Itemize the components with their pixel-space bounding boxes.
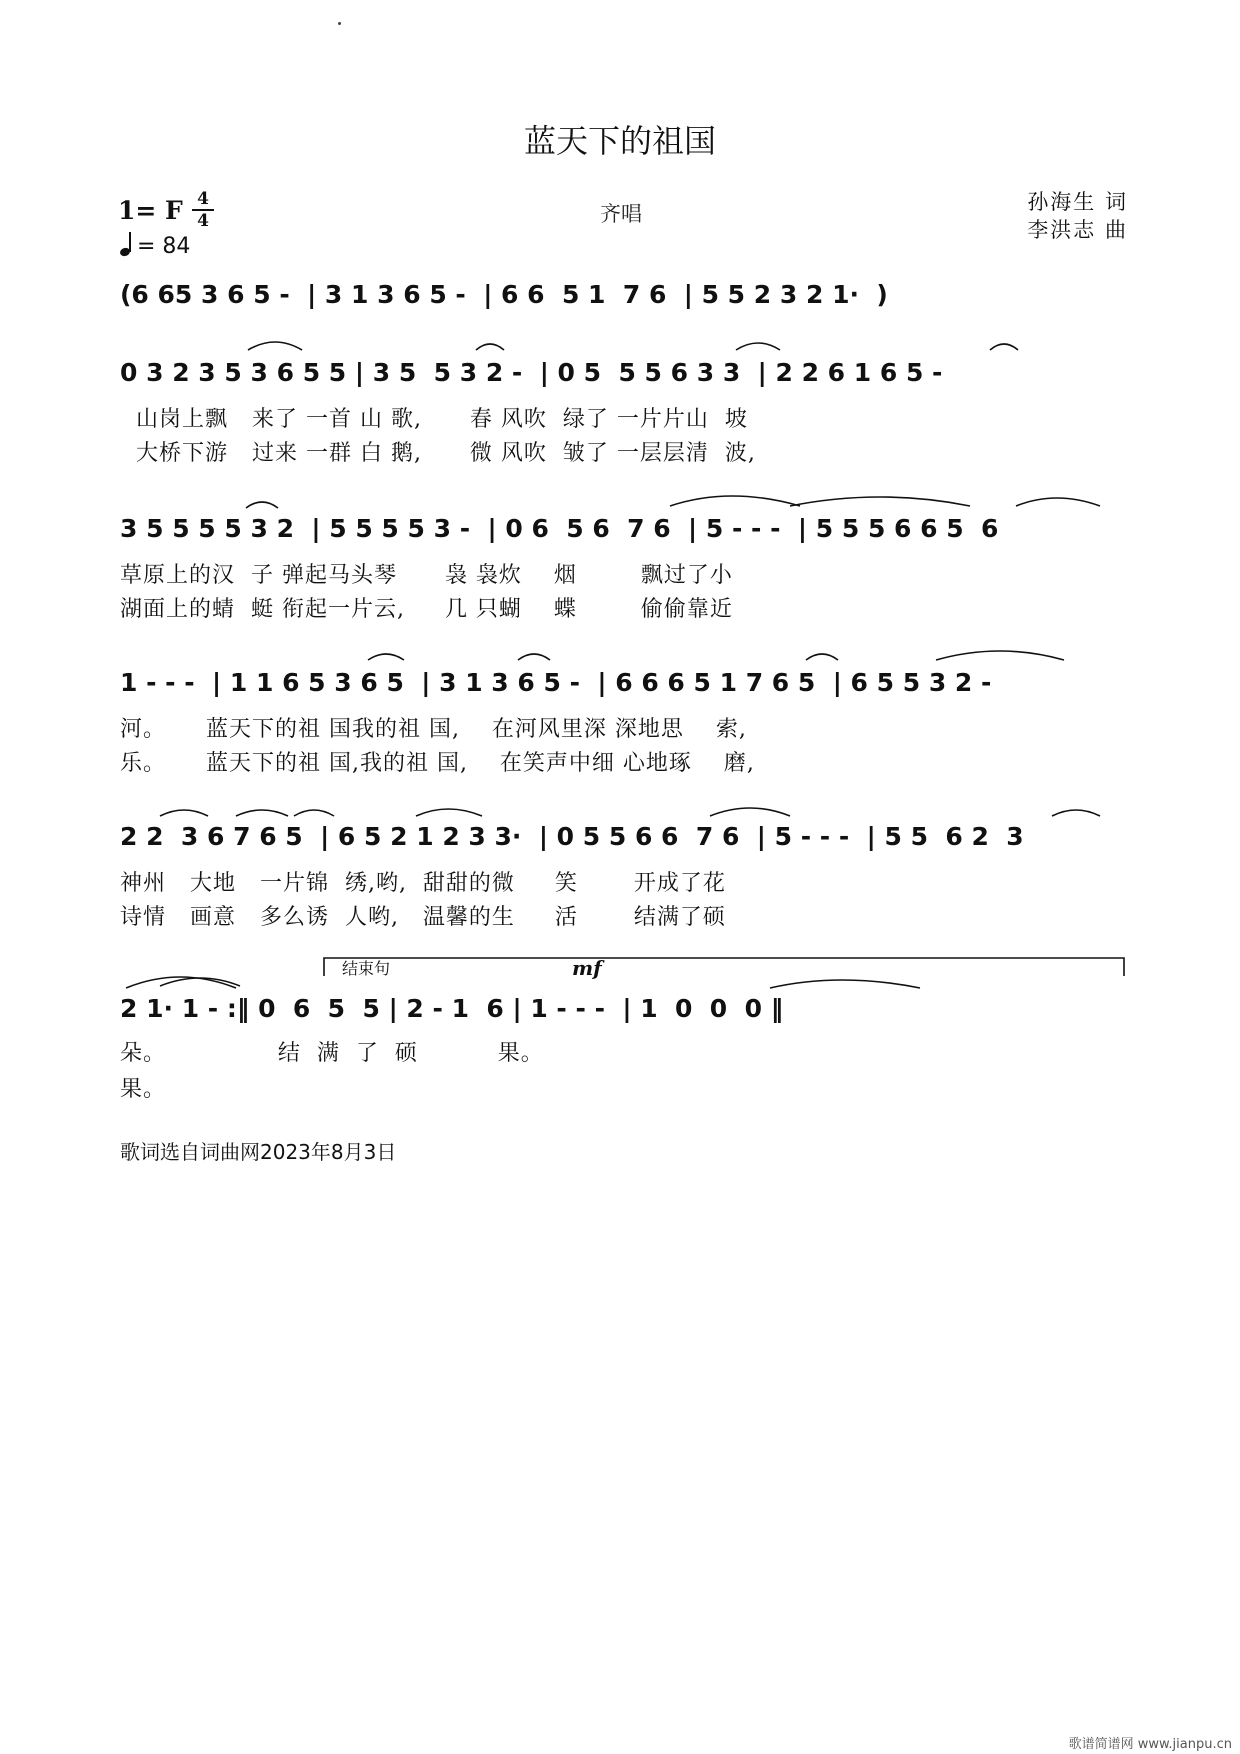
lyric-line-2-verse-1: 山岗上飘 来了 一首 山 歌, 春 风吹 绿了 一片片山 坡 (120, 407, 748, 432)
slur (790, 497, 970, 506)
time-signature-top: 4 (197, 189, 209, 209)
lyric-line-6-verse-1: 朵。 结 满 了 硕 果。 (120, 1041, 544, 1066)
notation-line-1: (6 65 3 6 5 - | 3 1 3 6 5 - | 6 6 5 1 7 6 | 5 5 2 3 2 1· ) (120, 280, 888, 309)
coda-label: 结束句 (342, 959, 391, 978)
lyric-line-3-verse-2: 湖面上的蜻 蜓 衔起一片云, 几 只蝴 蝶 偷偷靠近 (120, 597, 733, 622)
performance-style: 齐唱 (600, 202, 642, 226)
notation-line-3: 3 5 5 5 5 3 2 | 5 5 5 5 3 - | 0 6 5 6 7 6 | 5 - - - | 5 5 5 6 6 5 6 (120, 514, 999, 543)
lyric-line-2-verse-2: 大桥下游 过来 一群 白 鹅, 微 风吹 皱了 一层层清 波, (120, 441, 756, 466)
tempo-value: = 84 (137, 234, 191, 259)
lyric-line-3-verse-1: 草原上的汉 子 弹起马头琴 袅 袅炊 烟 飘过了小 (120, 563, 733, 588)
slur (246, 502, 278, 508)
slur (936, 651, 1064, 660)
slur (736, 343, 780, 350)
watermark: 歌谱简谱网 www.jianpu.cn (1068, 1737, 1232, 1752)
slur (806, 654, 838, 660)
key-signature: 1= F (118, 196, 183, 225)
slur (670, 496, 800, 506)
notation-line-6: 2 1· 1 - :‖ 0 6 5 5 | 2 - 1 6 | 1 - - - | 1 0 0 0 ‖ (120, 994, 784, 1023)
lyric-line-4-verse-2: 乐。 蓝天下的祖 国,我的祖 国, 在笑声中细 心地琢 磨, (120, 751, 755, 776)
slur (1052, 810, 1100, 816)
lyricist-credit: 孙海生 词 (1027, 190, 1128, 214)
slur (416, 809, 482, 816)
slur (248, 342, 302, 350)
lyric-line-6-verse-2: 果。 (120, 1077, 167, 1102)
slur (236, 810, 288, 816)
dynamic-marking: mf (572, 956, 602, 980)
slur (126, 977, 236, 988)
song-title: 蓝天下的祖国 (523, 122, 716, 160)
slur (160, 810, 208, 816)
slur (770, 980, 920, 988)
slur (518, 654, 550, 660)
slur (368, 654, 404, 660)
notation-line-2: 0 3 2 3 5 3 6 5 5 | 3 5 5 3 2 - | 0 5 5 5 6 3 3 | 2 2 6 1 6 5 - (120, 358, 943, 387)
lyric-line-4-verse-1: 河。 蓝天下的祖 国我的祖 国, 在河风里深 深地思 索, (120, 717, 747, 742)
coda-bracket (324, 958, 1124, 976)
source-note: 歌词选自词曲网2023年8月3日 (120, 1140, 397, 1164)
lyric-line-5-verse-2: 诗情 画意 多么诱 人哟, 温馨的生 活 结满了硕 (120, 905, 726, 930)
notation-line-5: 2 2 3 6 7 6 5 | 6 5 2 1 2 3 3· | 0 5 5 6 6 7 6 | 5 - - - | 5 5 6 2 3 (120, 822, 1024, 851)
slur (476, 344, 504, 350)
slur (1016, 498, 1100, 506)
slur (990, 344, 1018, 350)
lyric-line-5-verse-1: 神州 大地 一片锦 绣,哟, 甜甜的微 笑 开成了花 (120, 871, 726, 896)
slur (294, 810, 334, 816)
slur (710, 808, 790, 816)
time-signature-bottom: 4 (197, 211, 209, 231)
notation-line-4: 1 - - - | 1 1 6 5 3 6 5 | 3 1 3 6 5 - | 6 6 6 5 1 7 6 5 | 6 5 5 3 2 - (120, 668, 992, 697)
composer-credit: 李洪志 曲 (1027, 218, 1128, 242)
